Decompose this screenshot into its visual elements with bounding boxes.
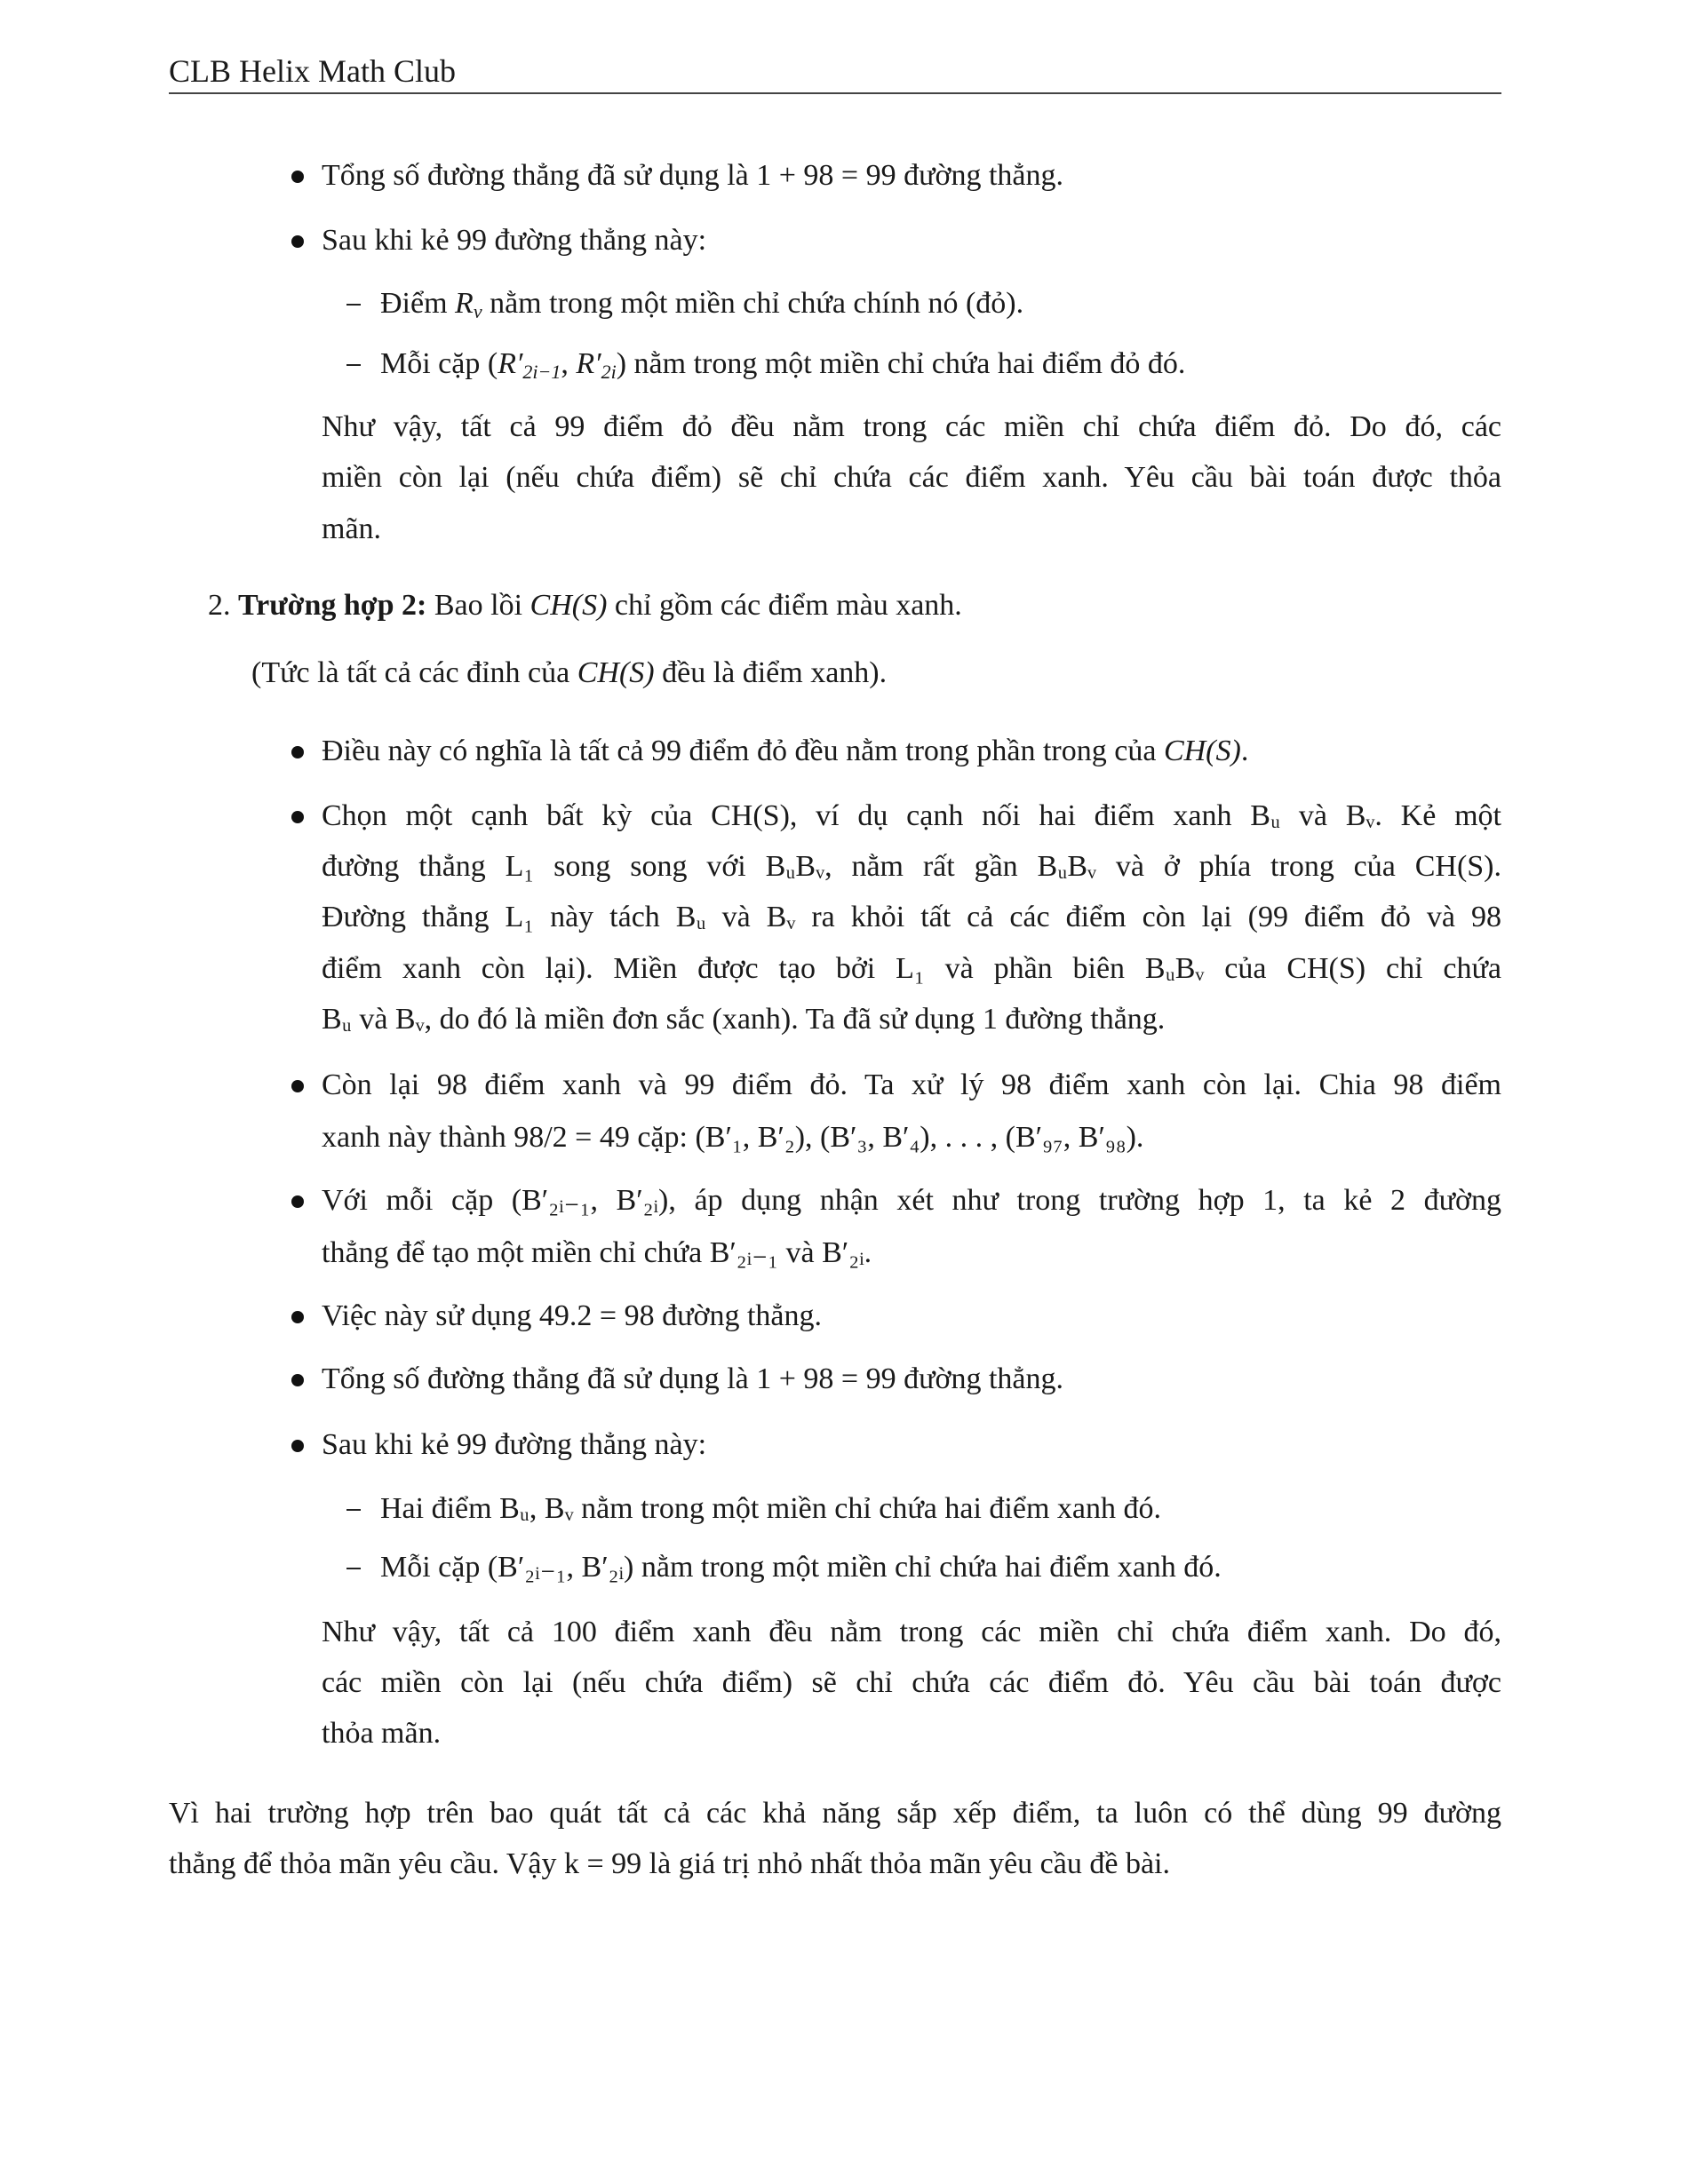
text: Điểm bbox=[380, 287, 456, 320]
final-paragraph-line: thẳng để thỏa mãn yêu cầu. Vậy k = 99 là giá trị nhỏ nhất thỏa mãn yêu cầu đề bài. bbox=[169, 1847, 1170, 1880]
math-var: R bbox=[455, 287, 474, 320]
bullet-icon bbox=[291, 1440, 304, 1452]
bullet-icon bbox=[291, 1311, 304, 1323]
dash-icon bbox=[346, 364, 361, 366]
text: Bao lồi bbox=[426, 589, 530, 622]
bullet-icon bbox=[291, 171, 304, 183]
case2-bullet1 bbox=[322, 730, 1248, 773]
case1-sub1 bbox=[380, 282, 1023, 325]
case1-conclusion-line: mãn. bbox=[322, 512, 382, 545]
case2-conclusion-line: các miền còn lại (nếu chứa điểm) sẽ chỉ chứa các điểm đỏ. Yêu cầu bài toán được bbox=[322, 1666, 1501, 1699]
case2-conclusion-line: thỏa mãn. bbox=[322, 1717, 442, 1750]
final-paragraph-line: Vì hai trường hợp trên bao quát tất cả các khả năng sắp xếp điểm, ta luôn có thể dùng 99 đường bbox=[169, 1797, 1501, 1830]
case2-note bbox=[251, 652, 887, 695]
case2-bullet6: Tổng số đường thẳng đã sử dụng là 1 + 98 = 99 đường thẳng. bbox=[322, 1362, 1064, 1395]
case2-conclusion-line: Như vậy, tất cả 100 điểm xanh đều nằm trong các miền chỉ chứa điểm xanh. Do đó, bbox=[322, 1616, 1501, 1648]
case2-bullet3-line: xanh này thành 98/2 = 49 cặp: (B′₁, B′₂), (B′₃, B′₄), . . . , (B′₉₇, B′₉₈). bbox=[322, 1121, 1144, 1154]
case1-sub2 bbox=[380, 343, 1185, 385]
text: nằm trong một miền chỉ chứa chính nó (đỏ). bbox=[482, 287, 1024, 320]
case2-bullet2-line: Đường thẳng L₁ này tách Bᵤ và Bᵥ ra khỏi tất cả các điểm còn lại (99 điểm đỏ và 98 bbox=[322, 901, 1501, 933]
case1-bullet-after: Sau khi kẻ 99 đường thẳng này: bbox=[322, 224, 707, 257]
case2-bullet2-line: đường thẳng L₁ song song với BᵤBᵥ, nằm rất gần BᵤBᵥ và ở phía trong của CH(S). bbox=[322, 850, 1501, 883]
bullet-icon bbox=[291, 235, 304, 248]
text: , bbox=[561, 347, 577, 380]
dash-icon bbox=[346, 1509, 361, 1511]
bullet-icon bbox=[291, 746, 304, 758]
dash-icon bbox=[346, 1568, 361, 1569]
case2-sub1: Hai điểm Bᵤ, Bᵥ nằm trong một miền chỉ chứa hai điểm xanh đó. bbox=[380, 1492, 1162, 1525]
math-expr: CH(S) bbox=[577, 656, 655, 689]
case2-bullet2-line: điểm xanh còn lại). Miền được tạo bởi L₁ và phần biên BᵤBᵥ của CH(S) chỉ chứa bbox=[322, 952, 1501, 985]
math-sub: 2i bbox=[601, 361, 617, 383]
math-sub: v bbox=[473, 300, 482, 322]
math-expr: CH(S) bbox=[529, 589, 608, 622]
bullet-icon bbox=[291, 1080, 304, 1092]
text: (Tức là tất cả các đỉnh của bbox=[251, 656, 577, 689]
running-header: CLB Helix Math Club bbox=[169, 53, 456, 89]
dash-icon bbox=[346, 304, 361, 306]
case2-bullet4-line: Với mỗi cặp (B′₂ᵢ₋₁, B′₂ᵢ), áp dụng nhận xét như trong trường hợp 1, ta kẻ 2 đường bbox=[322, 1184, 1501, 1217]
case2-bullet7: Sau khi kẻ 99 đường thẳng này: bbox=[322, 1428, 707, 1461]
math-sub: 2i−1 bbox=[522, 361, 561, 383]
case2-heading bbox=[208, 584, 962, 627]
case2-bullet3-line: Còn lại 98 điểm xanh và 99 điểm đỏ. Ta xử lý 98 điểm xanh còn lại. Chia 98 điểm bbox=[322, 1068, 1501, 1101]
text: Mỗi cặp ( bbox=[380, 347, 498, 380]
case1-conclusion-line: Như vậy, tất cả 99 điểm đỏ đều nằm trong các miền chỉ chứa điểm đỏ. Do đó, các bbox=[322, 410, 1501, 443]
case2-bullet5: Việc này sử dụng 49.2 = 98 đường thẳng. bbox=[322, 1299, 823, 1332]
enum-number: 2. bbox=[208, 589, 231, 622]
case2-bullet4-line: thẳng để tạo một miền chỉ chứa B′₂ᵢ₋₁ và B′₂ᵢ. bbox=[322, 1236, 872, 1269]
math-var: R′ bbox=[498, 347, 523, 380]
case1-conclusion-line: miền còn lại (nếu chứa điểm) sẽ chỉ chứa các điểm xanh. Yêu cầu bài toán được thỏa bbox=[322, 461, 1501, 494]
bullet-icon bbox=[291, 1195, 304, 1208]
text: Điều này có nghĩa là tất cả 99 điểm đỏ đều nằm trong phần trong của bbox=[322, 735, 1164, 767]
text: đều là điểm xanh). bbox=[654, 656, 888, 689]
case1-bullet-total: Tổng số đường thẳng đã sử dụng là 1 + 98 = 99 đường thẳng. bbox=[322, 159, 1064, 192]
header-rule bbox=[169, 92, 1501, 94]
case-label: Trường hợp 2: bbox=[238, 589, 427, 622]
case2-sub2: Mỗi cặp (B′₂ᵢ₋₁, B′₂ᵢ) nằm trong một miền chỉ chứa hai điểm xanh đó. bbox=[380, 1551, 1222, 1584]
case2-bullet2-line: Bᵤ và Bᵥ, do đó là miền đơn sắc (xanh). Ta đã sử dụng 1 đường thẳng. bbox=[322, 1003, 1166, 1036]
bullet-icon bbox=[291, 811, 304, 823]
math-var: R′ bbox=[576, 347, 601, 380]
math-expr: CH(S) bbox=[1163, 735, 1241, 767]
text: ) nằm trong một miền chỉ chứa hai điểm đỏ đó. bbox=[616, 347, 1186, 380]
text: chỉ gồm các điểm màu xanh. bbox=[607, 589, 962, 622]
bullet-icon bbox=[291, 1374, 304, 1386]
text: . bbox=[1240, 735, 1249, 767]
case2-bullet2-line: Chọn một cạnh bất kỳ của CH(S), ví dụ cạnh nối hai điểm xanh Bᵤ và Bᵥ. Kẻ một bbox=[322, 799, 1501, 832]
